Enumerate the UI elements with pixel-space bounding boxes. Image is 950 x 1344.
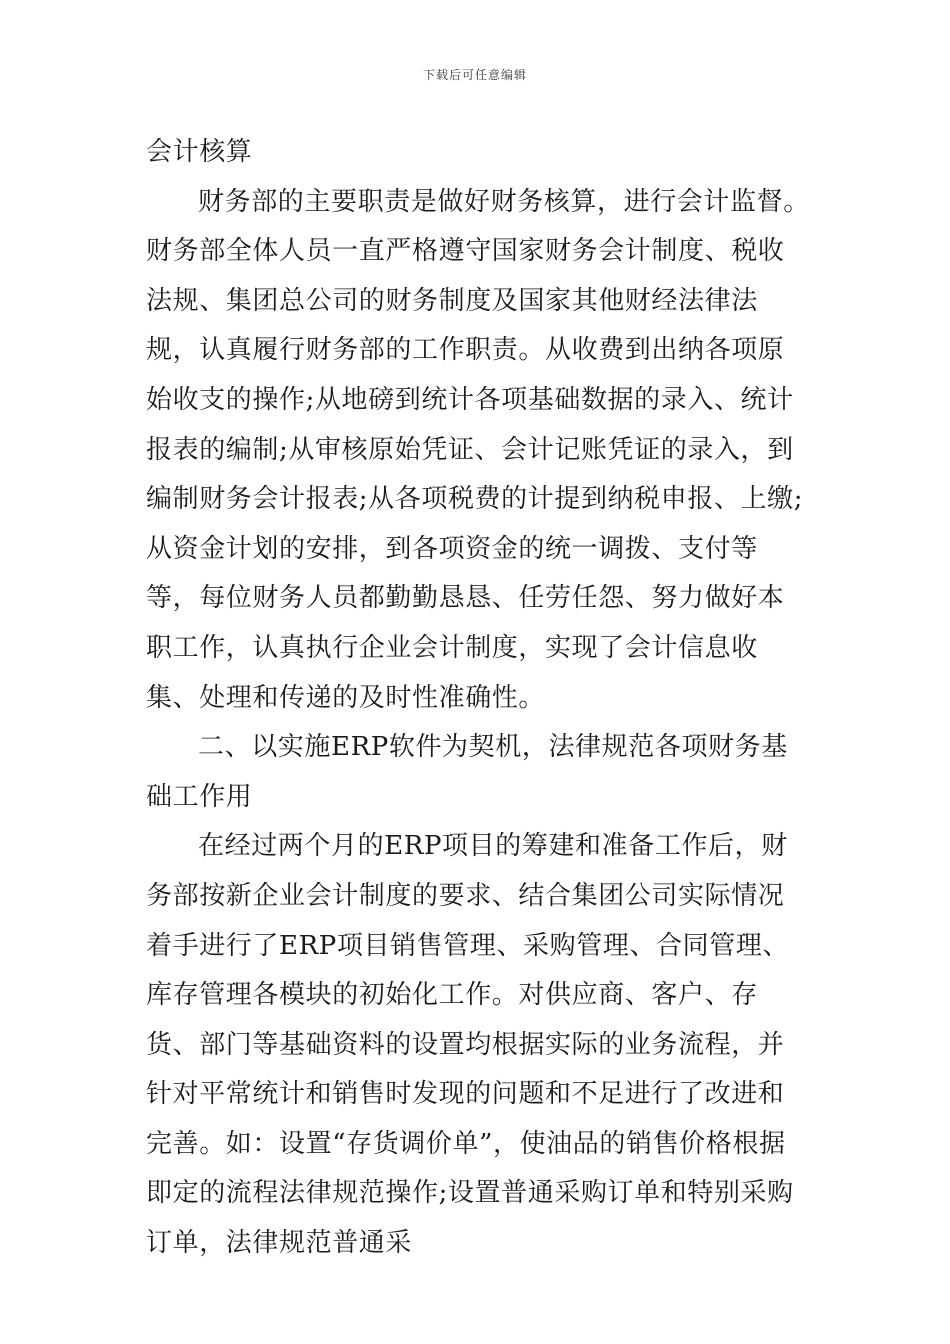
section-title: 会计核算 [146, 137, 253, 167]
paragraph-duties: 财务部的主要职责是做好财务核算，进行会计监督。财务部全体人员一直严格遵守国家财务会计制度、税收法规、集团总公司的财务制度及国家其他财经法律法规，认真履行财务部的工作职责。从收费到出纳各项原始收支的操作;从地磅到统计各项基础数据的录入、统计报表的编制;从审核原始凭证、会计记账凭证的录入，到编制财务会计报表;从各项税费的计提到纳税申报、上缴;从资金计划的安排，到各项资金的统一调拨、支付等等，每位财务人员都勤勤恳恳、任劳任怨、努力做好本职工作，认真执行企业会计制度，实现了会计信息收集、处理和传递的及时性准确性。 [146, 186, 810, 713]
header-note: 下载后可任意编辑 [422, 68, 527, 82]
paragraph-heading-erp: 二、以实施ERP软件为契机，法律规范各项财务基础工作用 [146, 732, 788, 812]
document-body [146, 128, 810, 1269]
paragraph-erp-details: 在经过两个月的ERP项目的筹建和准备工作后，财务部按新企业会计制度的要求、结合集团公司实际情况着手进行了ERP项目销售管理、采购管理、合同管理、库存管理各模块的初始化工作。对供应商、客户、存货、部门等基础资料的设置均根据实际的业务流程，并针对平常统计和销售时发现的问题和不足进行了改进和完善。如：设置“存货调价单”，使油品的销售价格根据即定的流程法律规范操作;设置普通采购订单和特别采购订单，法律规范普通采 [146, 831, 794, 1259]
